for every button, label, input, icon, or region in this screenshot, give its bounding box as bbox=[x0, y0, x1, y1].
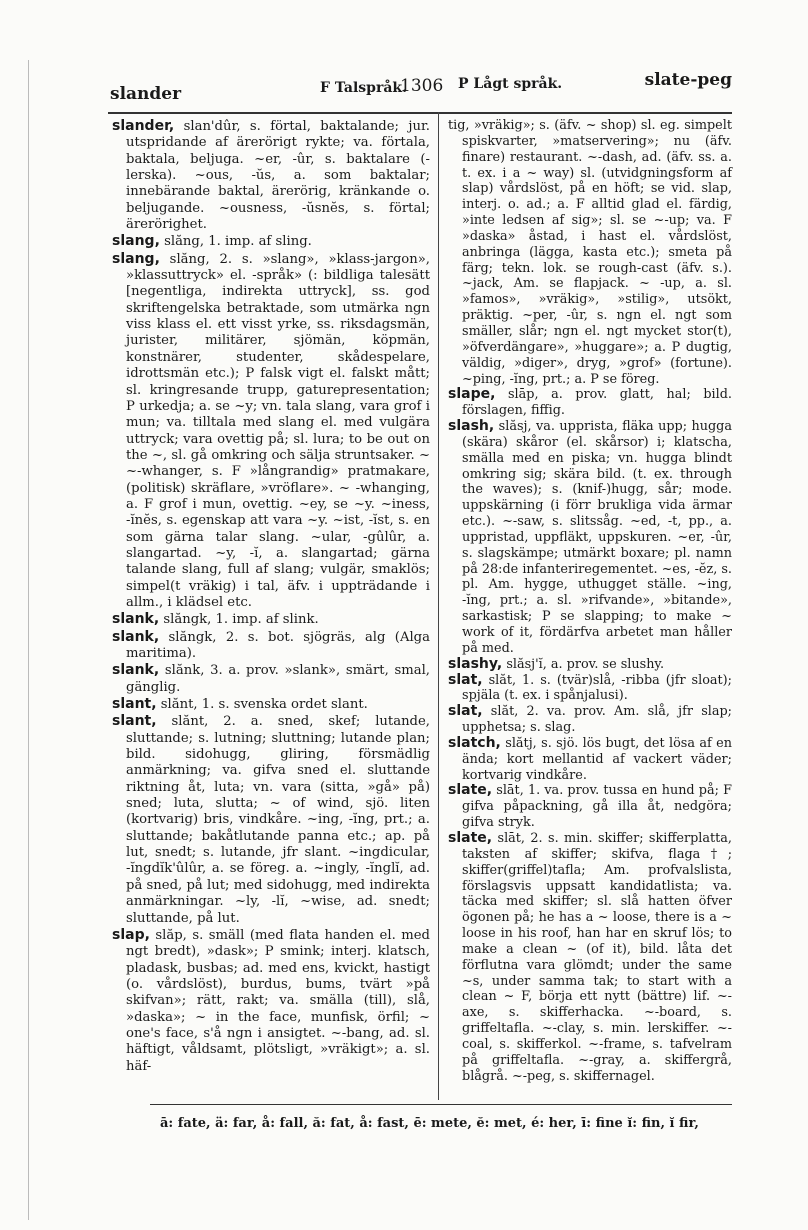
dictionary-entry bbox=[112, 696, 430, 713]
right-guide-word: slate-peg bbox=[644, 70, 732, 90]
dictionary-entry bbox=[448, 673, 732, 705]
entry-body: slăsj, va. uppristа, fläka upp; hugga (skära) skåror (el. skårsor) i; klatscha, smälla med en piska; vn. hugga blindt omkring sig; skära bild. (t. ex. through the waves); s. (knif-)hugg, sår; mode. uppskärning (i förr brukliga vida ärmar etc.). ~-saw, s. slitssåg. ~ed, -t, pp., a. uppristad, uppfläkt, uppskuren. ~er, -ûr, s. slagskämpe; utmärkt boxare; pl. namn på 28:de infanteriregementet. ~es, -ĕz, s. pl. Am. hygge, uthugget ställe. ~ing, -ĭng, prt.; a. sl. »rifvande», »bitande», sarkastisk; P se slapping; to make ~ work of it, fördärfva arbetet man håller på med. bbox=[462, 419, 732, 656]
page-margin-line bbox=[28, 60, 29, 1220]
register-key-left: F Talspråk. bbox=[320, 80, 407, 96]
headword: slatch, bbox=[448, 734, 501, 751]
headword: slant, bbox=[112, 713, 157, 730]
dictionary-entry bbox=[112, 927, 430, 1075]
headword: slat, bbox=[448, 671, 483, 688]
dictionary-entry bbox=[448, 419, 732, 657]
dictionary-entry bbox=[448, 118, 732, 387]
dictionary-entry bbox=[448, 704, 732, 736]
dictionary-entry bbox=[112, 251, 430, 612]
entry-body: slăt, 1. s. (tvär)slå, -ribba (jfr sloat); spjäla (t. ex. i spånjalusi). bbox=[462, 672, 732, 704]
headword: slate, bbox=[448, 782, 493, 799]
entry-body: slăngk, 1. imp. af slink. bbox=[159, 612, 319, 628]
entry-body: slāp, a. prov. glatt, hal; bild. förslagen, fiffig. bbox=[462, 387, 732, 419]
headword: slashy, bbox=[448, 655, 503, 672]
entry-body: slănk, 3. a. prov. »slank», smärt, smal, gänglig. bbox=[126, 663, 430, 695]
entry-body: slăt, 2. va. prov. Am. slå, jfr slap; upphetsa; s. slag. bbox=[462, 704, 732, 736]
headword: slash, bbox=[448, 418, 495, 435]
headword: slang, bbox=[112, 233, 160, 250]
entry-body: slăng, 1. imp. af sling. bbox=[159, 234, 312, 250]
dictionary-entry bbox=[448, 736, 732, 784]
running-header bbox=[108, 70, 732, 106]
dictionary-entry bbox=[448, 831, 732, 1085]
entry-body: slăngk, 2. s. bot. sjögräs, alg (Alga maritima). bbox=[126, 629, 430, 661]
headword: slank, bbox=[112, 611, 160, 628]
left-guide-word: slander bbox=[110, 84, 182, 104]
dictionary-entry bbox=[112, 713, 430, 926]
entry-body: slăsj'ĭ, a. prov. se slushy. bbox=[502, 656, 665, 672]
dictionary-entry bbox=[448, 387, 732, 419]
headword: slap, bbox=[112, 926, 150, 943]
entry-body: slănt, 1. s. svenska ordet slant. bbox=[156, 697, 368, 713]
headword: slape, bbox=[448, 386, 496, 403]
entry-body: slănt, 2. a. sned, skef; lutande, sluttande; s. lutning; sluttning; lutande plan; bild. sidohugg, gliring, försmädlig anmärkning; va. gifva sned el. sluttande riktning åt, luta; vn. vara (sitta, »gå» på) sned; luta, slutta; ~ of wind, sjö. liten (kortvarig) bris, vindkåre. ~ing, -ĭng, prt.; a. sluttande; bakåtlutande panna etc.; ap. på lut, snedt; s. lutande, jfr slant. ~ingdicular, -ĭngdĭk'ûlûr, a. se föreg. a. ~ingly, -ĭnglĭ, ad. på sned, på lut; med sidohugg, med indirekta anmärkningar. ~ly, -lĭ, ~wise, ad. snedt; sluttande, på lut. bbox=[126, 714, 430, 926]
headword: slant, bbox=[112, 696, 157, 713]
entry-body: tig, »vräkig»; s. (äfv. ~ shop) sl. eg. simpelt spiskvarter, »matservering»; nu (äfv. finare) restaurant. ~-dash, ad. (äfv. ss. a. t. ex. i a ~ way) sl. (utvidgningsform af slap) vårdslöst, på en höft; se vid. slap, interj. o. ad.; a. F alltid glad el. färdig, »inte ledsen af sig»; sl. se ~-up; va. F »daska» åstad, i hast el. vårdslöst, anbringa (lägga, kasta etc.); smeta på färg; tekn. lok. se rough-cast (äfv. s.). ~jack, Am. se flapjack. ~ -up, a. sl. »famos», »vräkig», »stilig», utsökt, präktig. ~per, -ûr, s. ngn el. ngt som smäller, slår; ngn el. ngt mycket stor(t), »öfverdängare», »huggare»; a. P dugtig, väldig, »diger», dryg, »grof» (fortune). ~ping, -ĭng, prt.; a. P se föreg. bbox=[448, 118, 732, 387]
headword: slat, bbox=[448, 703, 483, 720]
column-divider bbox=[438, 112, 439, 1100]
header-rule bbox=[108, 112, 732, 114]
entry-body: slăp, s. smäll (med flata handen el. med ngt bredt), »dask»; P smink; interj. klatsch, pladask, busbas; ad. med ens, kvickt, hastigt (o. vårdslöst), burdus, bums, tvärt »på skifvan»; rätt, rakt; va. smälla (till), slå, »daska»; ~ in the face, munfisk, örfil; ~ one's face, s'å ngn i ansigtet. ~-bang, ad. sl. häftigt, våldsamt, plötsligt, »vräkigt»; a. sl. häf- bbox=[126, 927, 430, 1074]
left-column bbox=[112, 118, 430, 1075]
headword: slank, bbox=[112, 662, 160, 679]
headword: slander, bbox=[112, 118, 175, 134]
entry-body: slan'dûr, s. förtal, baktalande; jur. utspridande af ärerörigt rykte; va. förtala, baktala, beljuga. ~er, -ûr, s. baktalare (-lerska). ~ous, -ŭs, a. som baktalar; innebärande baktal, ärerörig, kränkande o. beljugande. ~ousness, -ŭsnĕs, s. förtal; ärerörighet. bbox=[126, 119, 430, 233]
headword: slang, bbox=[112, 250, 160, 267]
entry-body: slăng, 2. s. »slang», »klass-jargon», »klassuttryck» el. -språk» (: bildliga talesätt [negentliga, indirekta uttryck], ss. god skriftengelska betraktade, som utmärka ngn viss klass el. ett visst yrke, ss. riksdagsmän, jurister, militärer, sjömän, köpmän, konstnärer, studenter, skådespelare, idrottsmän etc.); P falsk vigt el. falskt mått; sl. kringresande trupp, gaturepresentation; P urkedja; a. se ~y; vn. tala slang, vara grof i mun; va. tilltala med slang el. med vulgära uttryck; vara ovettig på; sl. lura; to be out on the ~, sl. gå omkring och sälja struntsaker. ~ ~-whanger, s. F »långrandig» pratmakare, (politisk) skräflare, »vröflare». ~ -whanging, a. F grof i mun, ovettig. ~ey, se ~y. ~iness, -ĭnĕs, s. egenskap att vara ~y. ~ist, -ĭst, s. en som gärna talar slang. ~ular, -gûlûr, a. slangartad. ~y, -ĭ, a. slangartad; gärna talande slang, full af slang; vulgär, smaklös; simpel(t vräkig) i tal, äfv. i uppträdande i allm., i klädsel etc. bbox=[126, 251, 430, 610]
dictionary-entry bbox=[112, 629, 430, 663]
entry-body: slāt, 2. s. min. skiffer; skifferplatta, taksten af skiffer; skifva, flaga†; skiffer(griffel)tafla; Am. profvalslista, förslagsvis uppsatt kandidatlista; va. täcka med skiffer; sl. slå hatten öfver ögonen på; he has a ~ loose, there is a ~ loose in his roof, han har en skruf lös; to make a clean ~ (of it), bild. låta det förflutna vara glömdt; under the same ~s, under samma tak; to start with a clean ~ F, börja ett nytt (bättre) lif. ~-axe, s. skifferhacka. ~-board, s. griffeltafla. ~-clay, s. min. lerskiffer. ~-coal, s. skifferkol. ~-frame, s. tafvelram på griffeltafla. ~-gray, a. skiffergrå, blågrå. ~-peg, s. skiffernagel. bbox=[462, 830, 732, 1084]
headword: slank, bbox=[112, 628, 160, 645]
entry-body: slătj, s. sjö. lös bugt, det lösa af en ända; kort mellantid af vackert väder; kortvarig vindkåre. bbox=[462, 735, 732, 783]
register-key-right: P Lågt språk. bbox=[458, 76, 563, 92]
dictionary-entry bbox=[112, 233, 430, 250]
dictionary-entry bbox=[112, 611, 430, 628]
entry-body: slāt, 1. va. prov. tussa en hund på; F gifva påpackning, gå illa åt, nedgöra; gifva stryk. bbox=[462, 783, 732, 831]
footer-rule bbox=[150, 1104, 732, 1105]
dictionary-entry bbox=[112, 118, 430, 233]
dictionary-entry bbox=[112, 662, 430, 696]
page-number: 1306 bbox=[400, 76, 444, 96]
dictionary-entry bbox=[448, 783, 732, 831]
pronunciation-key: ā: fate, ä: far, å: fall, ă: fat, å: fast, ē: mete, ĕ: met, é: her, ī: fine ĭ: fin, ĭ fir, bbox=[160, 1116, 699, 1131]
dictionary-entry bbox=[448, 657, 732, 673]
right-column bbox=[448, 118, 732, 1084]
headword: slate, bbox=[448, 829, 493, 846]
